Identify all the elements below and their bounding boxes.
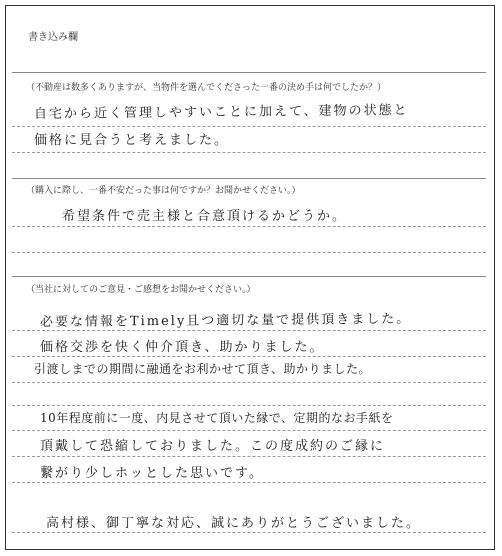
form-title: 書き込み欄 <box>28 32 78 43</box>
rule <box>12 382 486 383</box>
answer-1-line-2: 価格に見合うと考えました。 <box>34 133 230 148</box>
question-3: （当社に対してのご意見・ご感想をお聞かせください。） <box>26 285 256 295</box>
answer-1-line-1: 自宅から近く管理しやすいことに加えて、建物の状態と <box>33 103 409 122</box>
rule <box>12 532 486 533</box>
rule <box>12 126 486 127</box>
rule <box>12 430 486 431</box>
rule <box>12 226 486 227</box>
rule <box>12 482 486 483</box>
answer-3-line-3: 引渡しまでの期間に融通をお利かせて頂き、助かりました。 <box>34 362 372 376</box>
rule <box>12 456 486 457</box>
answer-3-line-1: 必要な情報をTimely且つ適切な量で提供頂きました。 <box>39 311 412 330</box>
answer-2-line-1: 希望条件で売主様と合意頂けるかどうか。 <box>62 209 348 224</box>
rule <box>12 405 486 406</box>
answer-3-line-5: 頂戴して恐縮しておりました。この度成約のご縁に <box>40 439 386 454</box>
rule <box>12 356 486 357</box>
question-1: （不動産は数多くありますが、当物件を選んでくださった一番の決め手は何でしたか？） <box>26 83 387 93</box>
rule <box>12 252 486 253</box>
question-2: （購入に際し、一番不安だった事は何ですか？お聞かせください。） <box>26 186 301 196</box>
answer-3-line-2: 価格交渉を快く仲介頂き、助かりました。 <box>40 340 325 355</box>
answer-3-line-4: 10年程度前に一度、内見させて頂いた縁で、定期的なお手紙を <box>40 411 394 425</box>
answer-3-line-6: 繋がり少しホッとした思いです。 <box>40 466 264 481</box>
answer-3-line-7: 高村様、御丁寧な対応、誠にありがとうございました。 <box>46 516 422 531</box>
rule <box>12 178 486 179</box>
rule <box>12 72 486 73</box>
rule <box>12 152 486 153</box>
rule <box>12 276 486 277</box>
rule <box>12 330 486 331</box>
